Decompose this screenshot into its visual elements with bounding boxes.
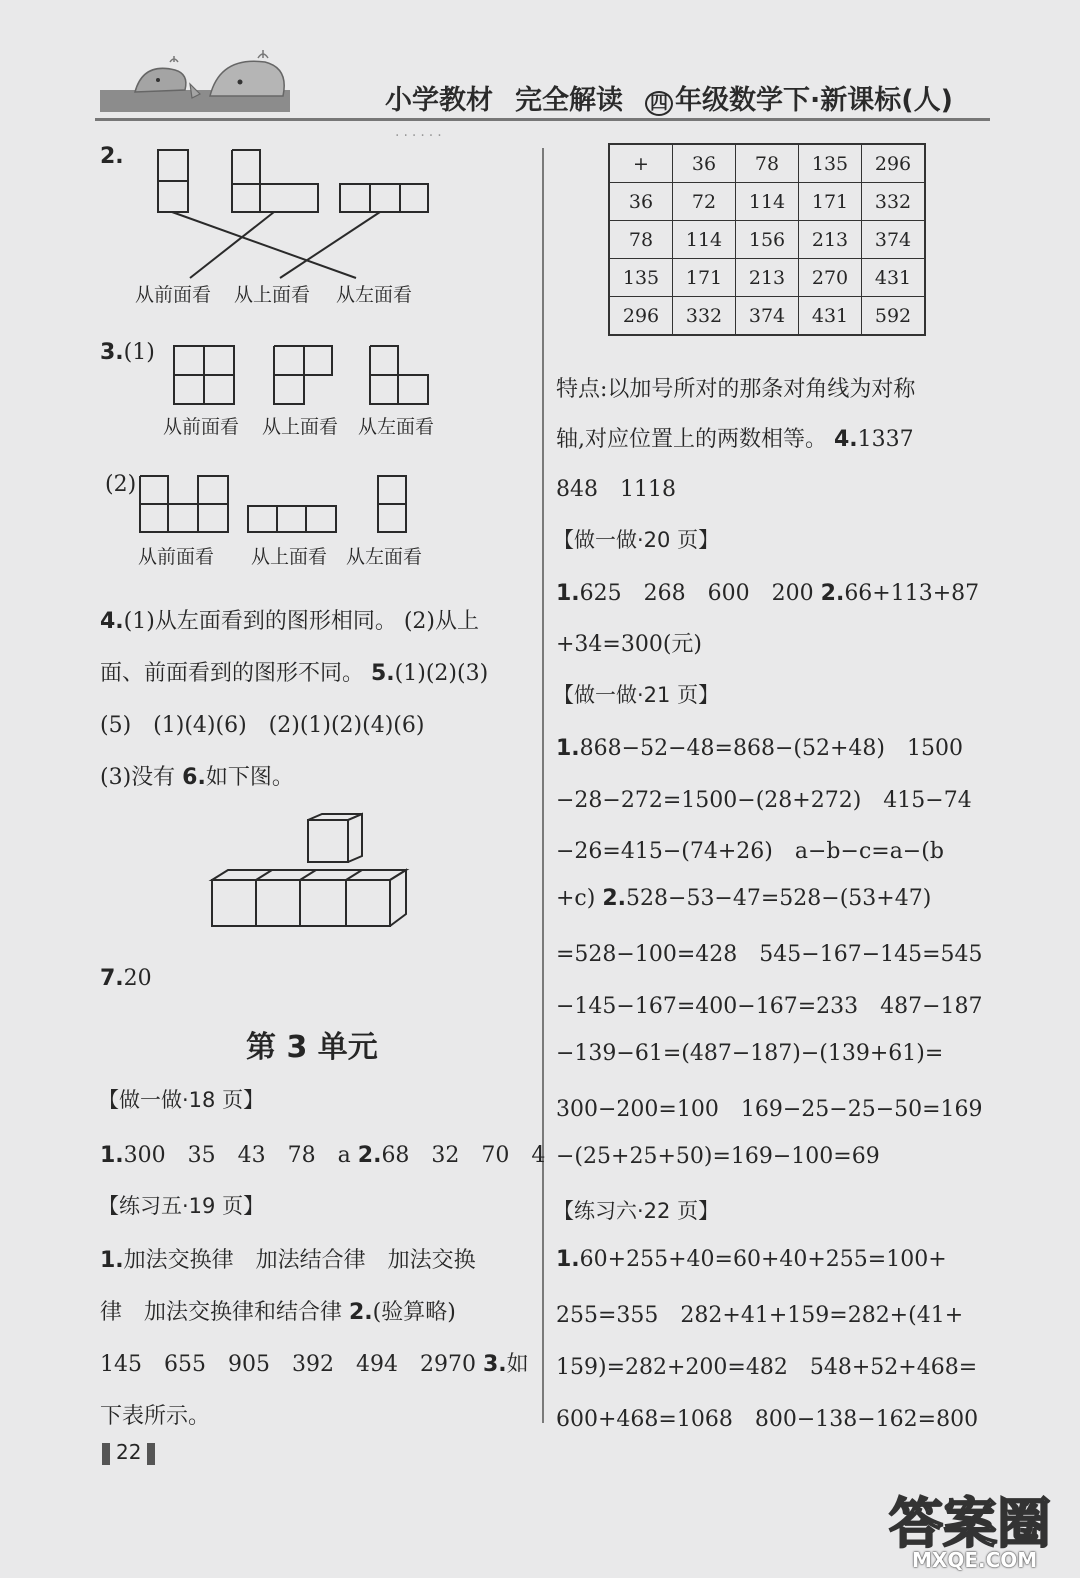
section-heading-p18: 【做一做·18 页】 xyxy=(98,1088,265,1112)
q3-number: 3.(1) xyxy=(100,340,155,365)
table-cell: 114 xyxy=(673,221,736,259)
table-cell: 592 xyxy=(862,297,926,336)
section-heading-p19: 【练习五·19 页】 xyxy=(98,1194,265,1218)
header-rule xyxy=(95,118,990,121)
q3-2-label-top: 从上面看 xyxy=(251,546,328,568)
q2-matching-figure xyxy=(150,148,440,288)
unit-title: 第 3 单元 xyxy=(246,1030,378,1065)
q3-2-views-figure xyxy=(138,474,418,536)
page-header xyxy=(95,40,990,144)
header-dots: ······ xyxy=(395,128,446,144)
table-row xyxy=(609,221,925,259)
header-title xyxy=(385,78,953,117)
table-cell: 36 xyxy=(609,183,673,221)
table-cell: 78 xyxy=(609,221,673,259)
section-heading-p21: 【做一做·21 页】 xyxy=(553,683,720,707)
q3-1-label-left: 从左面看 xyxy=(358,416,435,438)
header-series: 完全解读 xyxy=(515,85,623,116)
addition-table xyxy=(608,143,926,336)
q3-2-label-left: 从左面看 xyxy=(346,546,423,568)
table-cell: 78 xyxy=(736,144,799,183)
table-cell: 270 xyxy=(799,259,862,297)
p19-line-4: 下表所示。 xyxy=(100,1404,211,1429)
table-cell: 135 xyxy=(609,259,673,297)
column-divider xyxy=(542,148,544,1423)
table-cell: 72 xyxy=(673,183,736,221)
table-cell: 114 xyxy=(736,183,799,221)
p22-line-4: 600+468=1068 800−138−162=800 xyxy=(556,1407,979,1432)
table-cell: 135 xyxy=(799,144,862,183)
q4-line-2: 面、前面看到的图形不同。 5.(1)(2)(3) xyxy=(100,661,489,686)
section-heading-p22: 【练习六·22 页】 xyxy=(553,1199,720,1223)
feature-line-3: 848 1118 xyxy=(556,477,676,502)
section-heading-p20: 【做一做·20 页】 xyxy=(553,528,720,552)
q2-shape-c xyxy=(340,184,428,212)
p19-line-3: 145 655 905 392 494 2970 3.如 xyxy=(100,1352,529,1377)
p22-line-2: 255=355 282+41+159=282+(41+ xyxy=(556,1303,964,1328)
table-row xyxy=(609,183,925,221)
p21-line-8: 300−200=100 169−25−25−50=169 xyxy=(556,1097,983,1122)
table-cell: 213 xyxy=(799,221,862,259)
p22-line-3: 159)=282+200=482 548+52+468= xyxy=(556,1355,978,1380)
table-cell: 36 xyxy=(673,144,736,183)
p21-line-2: −28−272=1500−(28+272) 415−74 xyxy=(556,788,972,813)
table-row xyxy=(609,259,925,297)
table-cell: 374 xyxy=(862,221,926,259)
table-row xyxy=(609,297,925,336)
q2-label-left: 从左面看 xyxy=(336,284,413,306)
p21-line-5: =528−100=428 545−167−145=545 xyxy=(556,942,983,967)
whale-logo-icon xyxy=(100,48,300,123)
watermark-site: MXQE.COM xyxy=(912,1548,1038,1572)
table-cell: 431 xyxy=(799,297,862,336)
q2-shape-b xyxy=(232,150,318,212)
grade-mark: 四 xyxy=(645,91,673,116)
q2-label-front: 从前面看 xyxy=(135,284,212,306)
table-cell: 296 xyxy=(862,144,926,183)
feature-line-2: 轴,对应位置上的两数相等。 4.1337 xyxy=(556,427,914,452)
header-grade: 年级数学下·新课标(人) xyxy=(675,85,953,116)
table-cell: 431 xyxy=(862,259,926,297)
p21-line-7: −139−61=(487−187)−(139+61)= xyxy=(556,1041,944,1066)
q2-label-top: 从上面看 xyxy=(234,284,311,306)
p21-line-3: −26=415−(74+26) a−b−c=a−(b xyxy=(556,839,944,864)
watermark-text: 答案圈 xyxy=(889,1492,1051,1555)
table-cell: 296 xyxy=(609,297,673,336)
q2-number: 2. xyxy=(100,144,124,169)
table-cell: 156 xyxy=(736,221,799,259)
table-cell: 171 xyxy=(799,183,862,221)
q4-line-1: 4.(1)从左面看到的图形相同。 (2)从上 xyxy=(100,609,479,634)
feature-line-1: 特点:以加号所对的那条对角线为对称 xyxy=(556,377,916,402)
q3-1-label-top: 从上面看 xyxy=(262,416,339,438)
p21-line-9: −(25+25+50)=169−100=69 xyxy=(556,1144,880,1169)
table-cell: 213 xyxy=(736,259,799,297)
table-row xyxy=(609,144,925,183)
header-brand: 小学教材 xyxy=(385,85,493,116)
table-cell: 332 xyxy=(862,183,926,221)
table-cell: 171 xyxy=(673,259,736,297)
p18-answers: 1.300 35 43 78 a 2.68 32 70 4 xyxy=(100,1143,546,1168)
p21-line-4: +c) 2.528−53−47=528−(53+47) xyxy=(556,886,932,911)
table-cell: + xyxy=(609,144,673,183)
q3-1-label-front: 从前面看 xyxy=(163,416,240,438)
table-cell: 332 xyxy=(673,297,736,336)
p19-line-1: 1.加法交换律 加法结合律 加法交换 xyxy=(100,1248,476,1273)
page-number: 22 xyxy=(96,1440,161,1465)
q3-part2: (2) xyxy=(105,472,137,497)
q3-2-label-front: 从前面看 xyxy=(138,546,215,568)
q3-1-views-figure xyxy=(172,344,432,408)
p22-line-1: 1.60+255+40=60+40+255=100+ xyxy=(556,1247,947,1272)
q4-line-3: (5) (1)(4)(6) (2)(1)(2)(4)(6) xyxy=(100,713,425,738)
q4-line-4: (3)没有 6.如下图。 xyxy=(100,765,294,790)
p21-line-1: 1.868−52−48=868−(52+48) 1500 xyxy=(556,736,963,761)
p20-line-2: +34=300(元) xyxy=(556,632,703,657)
p19-line-2: 律 加法交换律和结合律 2.(验算略) xyxy=(100,1300,456,1325)
p20-line-1: 1.625 268 600 200 2.66+113+87 xyxy=(556,581,980,606)
table-cell: 374 xyxy=(736,297,799,336)
p21-line-6: −145−167=400−167=233 487−187 xyxy=(556,994,983,1019)
q6-cube-figure xyxy=(210,814,410,930)
q7-answer: 7.20 xyxy=(100,966,152,991)
